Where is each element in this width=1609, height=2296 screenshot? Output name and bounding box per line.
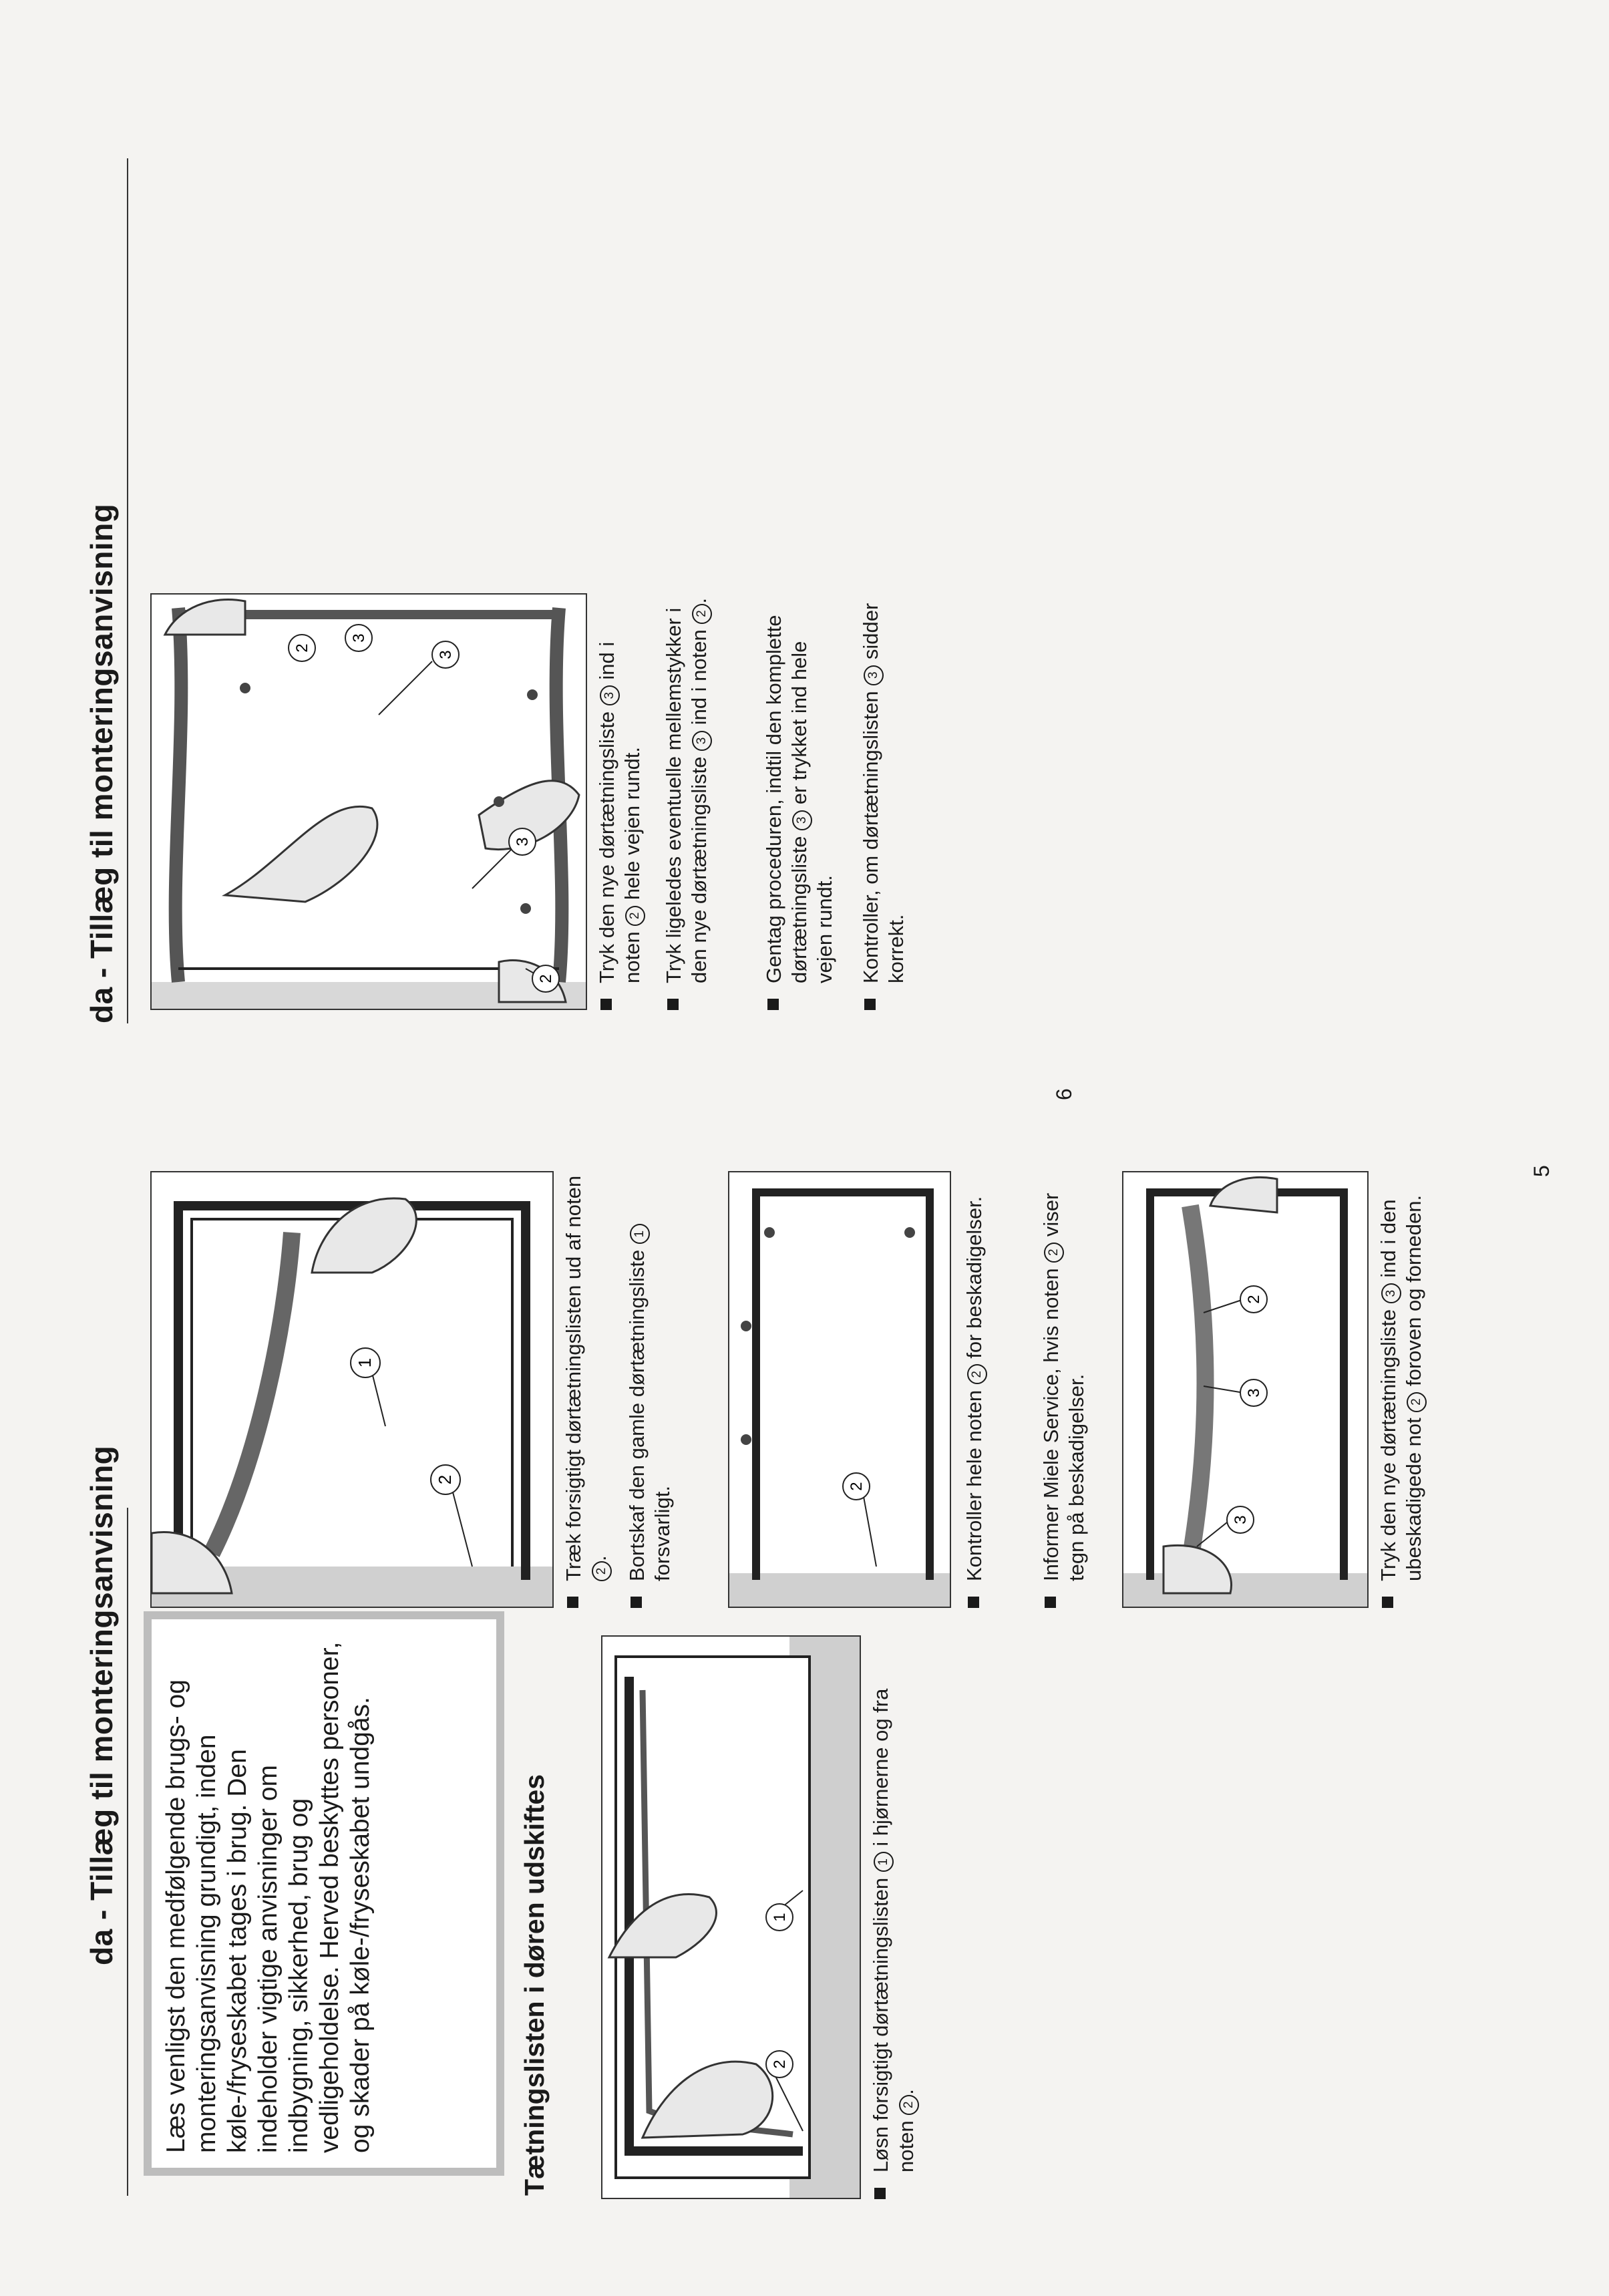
callout-number: 2 [625, 906, 645, 926]
bullet-pull-out: Træk forsigtigt dørtætningslisten ud af noten 2. [561, 1174, 612, 1608]
bullet-check: Kontroller hele noten 2 for beskadigelser. [962, 1167, 987, 1608]
intro-box [144, 1611, 504, 2176]
bullet-square [567, 1597, 578, 1608]
bullet-square [631, 1597, 642, 1608]
fig5-label-b: 3 [514, 837, 532, 846]
callout-number: 2 [592, 1561, 612, 1581]
fig3-label-a: 2 [848, 1482, 866, 1491]
figure-3-check-groove [728, 1171, 951, 1608]
bullet-loosen: Løsn forsigtigt dørtætningslisten 1 i hjørnerne og fra noten 2. [868, 1631, 919, 2199]
callout-number: 2 [1044, 1243, 1064, 1263]
fig4-label-c: 3 [1232, 1515, 1250, 1524]
bullet-repeat: Gentag proceduren, indtil den komplette dørtætningsliste 3 er trykket ind hele vejen rundt. [761, 596, 838, 1010]
fig5-label-a: 2 [537, 974, 555, 983]
bullet-square [767, 999, 779, 1010]
page-number-5: 5 [1530, 1165, 1554, 1177]
page6-title-rule [127, 158, 128, 1023]
callout-number: 3 [600, 685, 620, 705]
callout-number: 1 [874, 1852, 894, 1872]
bullet-square [968, 1597, 979, 1608]
figure-2-pull-out [150, 1171, 554, 1608]
callout-number: 1 [630, 1224, 650, 1244]
callout-number: 2 [899, 2095, 919, 2115]
bullet-square [600, 999, 612, 1010]
fig4-label-b: 3 [1245, 1388, 1263, 1398]
callout-number: 3 [864, 665, 884, 685]
intro-text: Læs venligst den medfølgende brugs- og monteringsanvisning grundigt, inden køle-/fryseskabet tages i brug. Den indeholder vigtige anvisninger om indbygning, sikkerhed, brug og vedligeholdelse. Herved beskyttes personer, og skader på køle-/fryseskabet undgås. [162, 1641, 375, 2153]
figure-4-press-top-bottom [1122, 1171, 1369, 1608]
fig4-label-a: 2 [1245, 1295, 1263, 1304]
bullet-press-new: Tryk den nye dørtætningsliste 3 ind i den ubeskadigede not 2 foroven og forneden. [1376, 1167, 1427, 1608]
bullet-dispose: Bortskaf den gamle dørtætningsliste 1 forsvarligt. [624, 1174, 675, 1608]
fig5-label-e: 3 [350, 633, 368, 643]
fig1-label-b: 1 [771, 1913, 789, 1922]
fig2-label-b: 1 [355, 1357, 375, 1368]
section-heading: Tætningslisten i døren udskiftes [519, 1774, 550, 2196]
fig2-label-a: 2 [435, 1474, 455, 1485]
bullet-press-pieces: Tryk ligeledes eventuelle mellemstykker i den nye dørtætningsliste 3 ind i noten 2. [661, 596, 712, 1010]
bullet-square [1045, 1597, 1056, 1608]
callout-number: 2 [967, 1364, 987, 1384]
bullet-service: Informer Miele Service, hvis noten 2 viser tegn på beskadigelser. [1039, 1167, 1089, 1608]
page6-title: da - Tillæg til monteringsanvisning [84, 503, 119, 1023]
page-number-6: 6 [1052, 1088, 1076, 1100]
callout-number: 3 [792, 810, 812, 830]
page5-title: da - Tillæg til monteringsanvisning [84, 1445, 119, 1965]
fig5-label-d: 2 [293, 643, 311, 653]
bullet-square [864, 999, 876, 1010]
bullet-square [667, 999, 679, 1010]
bullet-press-around: Tryk den nye dørtætningsliste 3 ind i noten 2 hele vejen rundt. [594, 596, 645, 1010]
bullet-square [874, 2188, 886, 2199]
page5-title-rule [127, 1508, 128, 2196]
figure-5-press-around [150, 593, 587, 1010]
callout-number: 2 [692, 604, 712, 624]
callout-number: 3 [1381, 1283, 1401, 1303]
callout-number: 2 [1407, 1392, 1427, 1412]
figure-1-loosen-corner [601, 1635, 861, 2199]
fig5-label-c: 3 [437, 650, 455, 659]
callout-number: 3 [692, 731, 712, 751]
fig1-label-a: 2 [771, 2060, 789, 2069]
bullet-verify: Kontroller, om dørtætningslisten 3 sidder korrekt. [858, 596, 909, 1010]
bullet-square [1382, 1597, 1393, 1608]
